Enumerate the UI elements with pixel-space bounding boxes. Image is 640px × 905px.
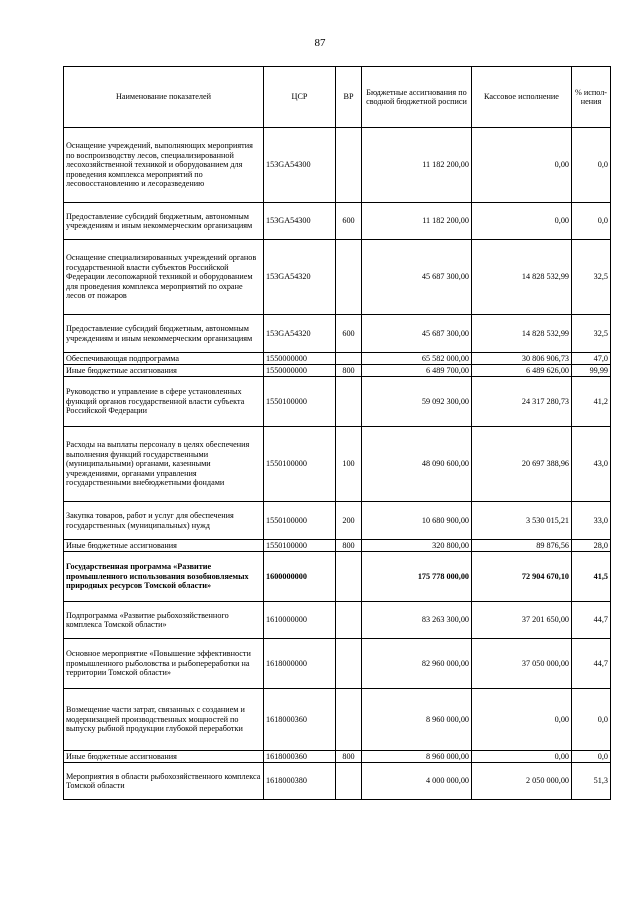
row-cash-cell: 20 697 388,96: [472, 427, 572, 502]
row-percent-cell: 99,99: [572, 365, 611, 377]
row-cash-cell: 0,00: [472, 751, 572, 763]
row-name-cell: Государственная программа «Развитие промышленного использования возобновляемых природных ресурсов Томской области»: [64, 552, 264, 602]
row-cash-cell: 72 904 670,10: [472, 552, 572, 602]
table-row: [64, 540, 611, 552]
row-code-cell: 1550100000: [264, 427, 336, 502]
table-row: [64, 353, 611, 365]
table-row: [64, 552, 611, 602]
row-budget-cell: 8 960 000,00: [362, 689, 472, 751]
row-code-cell: 1618000360: [264, 689, 336, 751]
row-vr-cell: 800: [336, 365, 362, 377]
row-code-cell: 153GA54320: [264, 315, 336, 353]
row-budget-cell: 65 582 000,00: [362, 353, 472, 365]
row-budget-cell: 4 000 000,00: [362, 763, 472, 800]
header-percent: % испол-нения: [572, 67, 611, 128]
row-cash-cell: 30 806 906,73: [472, 353, 572, 365]
row-percent-cell: 32,5: [572, 315, 611, 353]
row-vr-cell: 600: [336, 203, 362, 240]
row-budget-cell: 83 263 300,00: [362, 602, 472, 639]
row-percent-cell: 41,2: [572, 377, 611, 427]
row-code-cell: 1550100000: [264, 377, 336, 427]
header-budget: Бюджетные ассигнования по сводной бюджетной росписи: [362, 67, 472, 128]
row-budget-cell: 320 800,00: [362, 540, 472, 552]
table-row: [64, 602, 611, 639]
table-header-row: [64, 67, 611, 128]
row-budget-cell: 59 092 300,00: [362, 377, 472, 427]
row-name-cell: Иные бюджетные ассигнования: [64, 540, 264, 552]
row-name-cell: Предоставление субсидий бюджетным, автономным учреждениям и иным некоммерческим организациям: [64, 315, 264, 353]
row-vr-cell: [336, 128, 362, 203]
row-percent-cell: 0,0: [572, 689, 611, 751]
row-cash-cell: 89 876,56: [472, 540, 572, 552]
row-percent-cell: 0,0: [572, 751, 611, 763]
row-name-cell: Иные бюджетные ассигнования: [64, 751, 264, 763]
row-code-cell: 1550000000: [264, 365, 336, 377]
row-percent-cell: 43,0: [572, 427, 611, 502]
row-percent-cell: 0,0: [572, 203, 611, 240]
row-vr-cell: [336, 240, 362, 315]
row-percent-cell: 41,5: [572, 552, 611, 602]
row-percent-cell: 28,0: [572, 540, 611, 552]
row-budget-cell: 175 778 000,00: [362, 552, 472, 602]
row-name-cell: Предоставление субсидий бюджетным, автономным учреждениям и иным некоммерческим организациям: [64, 203, 264, 240]
page-number: 87: [314, 37, 326, 49]
row-percent-cell: 44,7: [572, 602, 611, 639]
table-row: [64, 763, 611, 800]
row-percent-cell: 44,7: [572, 639, 611, 689]
table-row: [64, 128, 611, 203]
table-row: [64, 689, 611, 751]
row-budget-cell: 48 090 600,00: [362, 427, 472, 502]
table-row: [64, 365, 611, 377]
row-percent-cell: 33,0: [572, 502, 611, 540]
row-budget-cell: 8 960 000,00: [362, 751, 472, 763]
row-vr-cell: 100: [336, 427, 362, 502]
row-cash-cell: 24 317 280,73: [472, 377, 572, 427]
table-row: [64, 203, 611, 240]
row-budget-cell: 11 182 200,00: [362, 203, 472, 240]
row-name-cell: Оснащение специализированных учреждений органов государственной власти субъектов Российской Федерации лесопожарной техникой и оборудованием для проведения комплекса мероприятий по охране лесов от пожаров: [64, 240, 264, 315]
row-name-cell: Мероприятия в области рыбохозяйственного комплекса Томской области: [64, 763, 264, 800]
row-code-cell: 1550000000: [264, 353, 336, 365]
row-name-cell: Иные бюджетные ассигнования: [64, 365, 264, 377]
row-budget-cell: 11 182 200,00: [362, 128, 472, 203]
row-vr-cell: [336, 377, 362, 427]
row-vr-cell: [336, 602, 362, 639]
row-code-cell: 1618000380: [264, 763, 336, 800]
row-cash-cell: 0,00: [472, 689, 572, 751]
row-cash-cell: 37 201 650,00: [472, 602, 572, 639]
row-name-cell: Закупка товаров, работ и услуг для обеспечения государственных (муниципальных) нужд: [64, 502, 264, 540]
row-cash-cell: 37 050 000,00: [472, 639, 572, 689]
table-row: [64, 502, 611, 540]
row-cash-cell: 14 828 532,99: [472, 240, 572, 315]
row-vr-cell: [336, 353, 362, 365]
row-code-cell: 1618000000: [264, 639, 336, 689]
row-percent-cell: 47,0: [572, 353, 611, 365]
row-name-cell: Расходы на выплаты персоналу в целях обеспечения выполнения функций государственными (муниципальными) органами, казенными учреждениями, органами управления государственными внебюджетными фондами: [64, 427, 264, 502]
row-cash-cell: 2 050 000,00: [472, 763, 572, 800]
row-percent-cell: 32,5: [572, 240, 611, 315]
row-code-cell: 1610000000: [264, 602, 336, 639]
row-budget-cell: 6 489 700,00: [362, 365, 472, 377]
row-cash-cell: 6 489 626,00: [472, 365, 572, 377]
table-row: [64, 240, 611, 315]
row-name-cell: Руководство и управление в сфере установленных функций органов государственной власти субъекта Российской Федерации: [64, 377, 264, 427]
row-vr-cell: [336, 763, 362, 800]
row-cash-cell: 0,00: [472, 203, 572, 240]
row-name-cell: Оснащение учреждений, выполняющих мероприятия по воспроизводству лесов, специализированной лесохозяйственной техникой и оборудованием для проведения комплекса мероприятий по лесовосстановлению и лесоразведению: [64, 128, 264, 203]
row-code-cell: 1550100000: [264, 540, 336, 552]
row-vr-cell: [336, 689, 362, 751]
row-code-cell: 1618000360: [264, 751, 336, 763]
row-budget-cell: 82 960 000,00: [362, 639, 472, 689]
row-code-cell: 1550100000: [264, 502, 336, 540]
row-cash-cell: 0,00: [472, 128, 572, 203]
row-percent-cell: 51,3: [572, 763, 611, 800]
row-vr-cell: 800: [336, 751, 362, 763]
row-vr-cell: 800: [336, 540, 362, 552]
row-code-cell: 153GA54300: [264, 128, 336, 203]
row-code-cell: 1600000000: [264, 552, 336, 602]
table-row: [64, 751, 611, 763]
budget-execution-table: [63, 66, 611, 800]
table-row: [64, 639, 611, 689]
row-percent-cell: 0,0: [572, 128, 611, 203]
table-row: [64, 315, 611, 353]
row-code-cell: 153GA54300: [264, 203, 336, 240]
table-body: [64, 128, 611, 800]
header-cash: Кассовое исполнение: [472, 67, 572, 128]
row-budget-cell: 45 687 300,00: [362, 240, 472, 315]
table-row: [64, 377, 611, 427]
row-name-cell: Основное мероприятие «Повышение эффективности промышленного рыболовства и рыбопереработки на территории Томской области»: [64, 639, 264, 689]
row-budget-cell: 45 687 300,00: [362, 315, 472, 353]
row-budget-cell: 10 680 900,00: [362, 502, 472, 540]
row-vr-cell: 200: [336, 502, 362, 540]
row-name-cell: Обеспечивающая подпрограмма: [64, 353, 264, 365]
row-vr-cell: 600: [336, 315, 362, 353]
header-vr: ВР: [336, 67, 362, 128]
row-code-cell: 153GA54320: [264, 240, 336, 315]
row-cash-cell: 3 530 015,21: [472, 502, 572, 540]
row-vr-cell: [336, 552, 362, 602]
row-cash-cell: 14 828 532,99: [472, 315, 572, 353]
header-code: ЦСР: [264, 67, 336, 128]
table-row: [64, 427, 611, 502]
row-vr-cell: [336, 639, 362, 689]
header-name: Наименование показателей: [64, 67, 264, 128]
row-name-cell: Возмещение части затрат, связанных с созданием и модернизацией производственных мощностей по выпуску рыбной продукции глубокой переработки: [64, 689, 264, 751]
row-name-cell: Подпрограмма «Развитие рыбохозяйственного комплекса Томской области»: [64, 602, 264, 639]
